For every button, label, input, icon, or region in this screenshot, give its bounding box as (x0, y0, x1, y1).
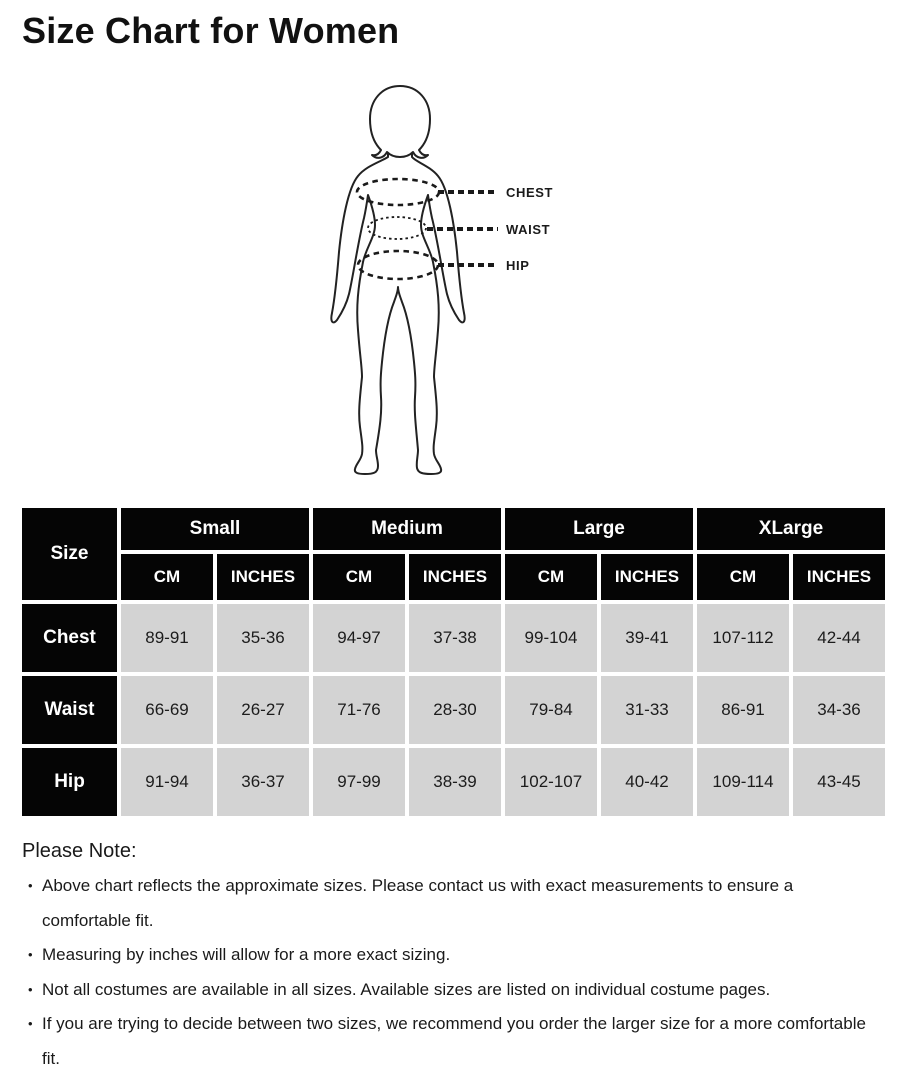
value-cell: 40-42 (601, 748, 693, 816)
note-item (22, 1007, 874, 1076)
size-corner-header: Size (22, 508, 117, 600)
value-cell: 37-38 (409, 604, 501, 672)
row-header-hip: Hip (22, 748, 117, 816)
woman-body-figure-illustration (318, 82, 488, 480)
note-item (22, 938, 874, 973)
group-header-large: Large (505, 508, 693, 550)
table-row-hip (22, 748, 885, 816)
value-cell: 86-91 (697, 676, 789, 744)
group-header-small: Small (121, 508, 309, 550)
value-cell: 38-39 (409, 748, 501, 816)
value-cell: 39-41 (601, 604, 693, 672)
note-text: Measuring by inches will allow for a more exact sizing. (42, 945, 451, 964)
value-cell: 34-36 (793, 676, 885, 744)
unit-header-cm: CM (121, 554, 213, 600)
size-table (18, 504, 889, 820)
body-outline (331, 145, 464, 474)
value-cell: 66-69 (121, 676, 213, 744)
value-cell: 109-114 (697, 748, 789, 816)
unit-header-cm: CM (697, 554, 789, 600)
chest-label: CHEST (506, 185, 554, 200)
note-text: Not all costumes are available in all sizes. Available sizes are listed on individual costume pages. (42, 979, 771, 999)
unit-header-inches: INCHES (409, 554, 501, 600)
table-row-waist (22, 676, 885, 744)
value-cell: 31-33 (601, 676, 693, 744)
notes-section (22, 834, 874, 1076)
table-row-chest (22, 604, 885, 672)
chest-leader-line (438, 190, 498, 194)
notes-heading: Please Note: (22, 840, 137, 862)
waist-leader-line (427, 227, 498, 231)
unit-header-inches: INCHES (793, 554, 885, 600)
group-header-xlarge: XLarge (697, 508, 885, 550)
value-cell: 89-91 (121, 604, 213, 672)
unit-header-cm: CM (313, 554, 405, 600)
value-cell: 79-84 (505, 676, 597, 744)
value-cell: 97-99 (313, 748, 405, 816)
hip-leader-line (438, 263, 498, 267)
note-text: If you are trying to decide between two sizes, we recommend you order the larger size for a more comfortable fit. (42, 1014, 866, 1068)
bullet-icon: • (28, 981, 33, 997)
bullet-icon: • (28, 1016, 33, 1031)
value-cell: 107-112 (697, 604, 789, 672)
unit-header-inches: INCHES (217, 554, 309, 600)
unit-header-cm: CM (505, 554, 597, 600)
note-item (22, 973, 874, 1008)
value-cell: 102-107 (505, 748, 597, 816)
row-header-chest: Chest (22, 604, 117, 672)
value-cell: 35-36 (217, 604, 309, 672)
page-title: Size Chart for Women (22, 10, 400, 51)
value-cell: 71-76 (313, 676, 405, 744)
note-item (22, 869, 874, 938)
note-text: Above chart reflects the approximate sizes. Please contact us with exact measurements to ensure a comfortable fit. (42, 876, 794, 930)
unit-header-inches: INCHES (601, 554, 693, 600)
group-header-medium: Medium (313, 508, 501, 550)
bullet-icon: • (28, 947, 33, 962)
waist-label: WAIST (506, 222, 551, 237)
value-cell: 43-45 (793, 748, 885, 816)
head-outline (370, 86, 430, 158)
value-cell: 42-44 (793, 604, 885, 672)
value-cell: 26-27 (217, 676, 309, 744)
value-cell: 28-30 (409, 676, 501, 744)
value-cell: 94-97 (313, 604, 405, 672)
value-cell: 99-104 (505, 604, 597, 672)
value-cell: 91-94 (121, 748, 213, 816)
value-cell: 36-37 (217, 748, 309, 816)
row-header-waist: Waist (22, 676, 117, 744)
hip-label: HIP (506, 258, 530, 273)
bullet-icon: • (28, 878, 33, 893)
